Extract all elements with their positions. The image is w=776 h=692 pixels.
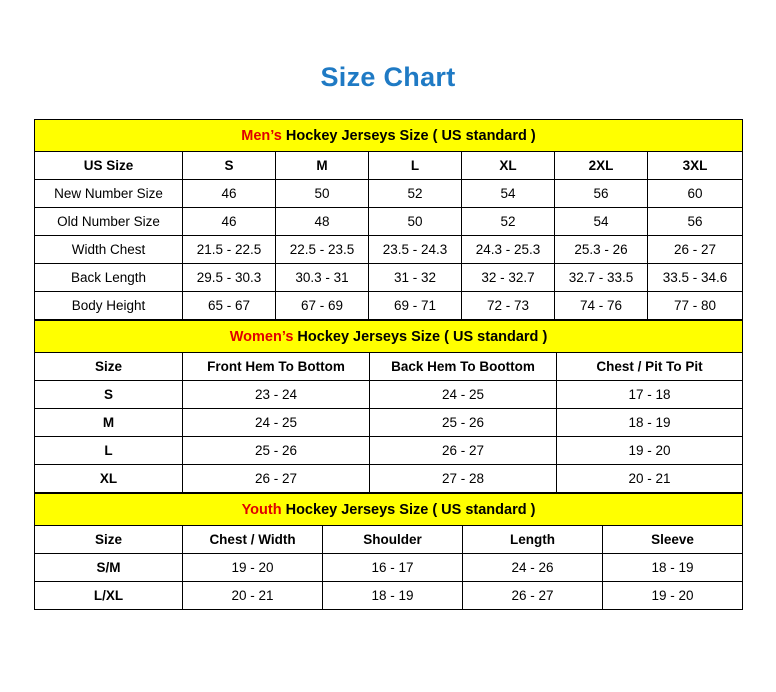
- mens-cell: 32 - 32.7: [462, 264, 555, 292]
- table-row: [35, 582, 743, 610]
- womens-cell: 24 - 25: [370, 381, 557, 409]
- mens-cell: 50: [369, 208, 462, 236]
- mens-header-cell: L: [369, 152, 462, 180]
- womens-cell: 27 - 28: [370, 465, 557, 493]
- table-row: [35, 208, 743, 236]
- mens-row-label: Body Height: [35, 292, 183, 320]
- mens-cell: 25.3 - 26: [555, 236, 648, 264]
- youth-cell: 18 - 19: [603, 554, 743, 582]
- youth-cell: 18 - 19: [323, 582, 463, 610]
- mens-cell: 46: [183, 208, 276, 236]
- mens-cell: 67 - 69: [276, 292, 369, 320]
- mens-cell: 46: [183, 180, 276, 208]
- youth-banner-row: [35, 494, 743, 526]
- womens-cell: 18 - 19: [557, 409, 743, 437]
- mens-banner-row: [35, 120, 743, 152]
- mens-cell: 60: [648, 180, 743, 208]
- mens-banner-rest: Hockey Jerseys Size ( US standard ): [281, 127, 536, 144]
- mens-cell: 21.5 - 22.5: [183, 236, 276, 264]
- womens-size-table: [34, 320, 743, 493]
- mens-cell: 56: [555, 180, 648, 208]
- womens-banner-row: [35, 321, 743, 353]
- mens-header-cell: 3XL: [648, 152, 743, 180]
- youth-size-table: [34, 493, 743, 610]
- youth-row-label: S/M: [35, 554, 183, 582]
- youth-header-cell: Size: [35, 526, 183, 554]
- mens-row-label: New Number Size: [35, 180, 183, 208]
- mens-row-label: Width Chest: [35, 236, 183, 264]
- womens-header-cell: Front Hem To Bottom: [183, 353, 370, 381]
- mens-header-cell: XL: [462, 152, 555, 180]
- womens-cell: 26 - 27: [370, 437, 557, 465]
- youth-cell: 19 - 20: [183, 554, 323, 582]
- table-row: [35, 152, 743, 180]
- mens-cell: 26 - 27: [648, 236, 743, 264]
- mens-cell: 77 - 80: [648, 292, 743, 320]
- womens-header-cell: Size: [35, 353, 183, 381]
- womens-row-label: M: [35, 409, 183, 437]
- mens-cell: 54: [555, 208, 648, 236]
- womens-cell: 25 - 26: [183, 437, 370, 465]
- mens-cell: 56: [648, 208, 743, 236]
- youth-banner-rest: Hockey Jerseys Size ( US standard ): [281, 501, 536, 518]
- table-row: [35, 264, 743, 292]
- mens-cell: 29.5 - 30.3: [183, 264, 276, 292]
- mens-header-cell: M: [276, 152, 369, 180]
- table-row: [35, 180, 743, 208]
- mens-cell: 52: [369, 180, 462, 208]
- youth-cell: 19 - 20: [603, 582, 743, 610]
- table-row: [35, 381, 743, 409]
- mens-cell: 69 - 71: [369, 292, 462, 320]
- youth-header-cell: Sleeve: [603, 526, 743, 554]
- youth-header-cell: Chest / Width: [183, 526, 323, 554]
- mens-cell: 72 - 73: [462, 292, 555, 320]
- mens-cell: 30.3 - 31: [276, 264, 369, 292]
- mens-cell: 54: [462, 180, 555, 208]
- womens-cell: 20 - 21: [557, 465, 743, 493]
- youth-cell: 16 - 17: [323, 554, 463, 582]
- womens-cell: 19 - 20: [557, 437, 743, 465]
- mens-cell: 74 - 76: [555, 292, 648, 320]
- womens-header-cell: Back Hem To Boottom: [370, 353, 557, 381]
- womens-row-label: XL: [35, 465, 183, 493]
- youth-cell: 24 - 26: [463, 554, 603, 582]
- womens-cell: 17 - 18: [557, 381, 743, 409]
- table-row: [35, 236, 743, 264]
- youth-header-cell: Length: [463, 526, 603, 554]
- womens-row-label: S: [35, 381, 183, 409]
- youth-cell: 26 - 27: [463, 582, 603, 610]
- mens-header-cell: US Size: [35, 152, 183, 180]
- page-title: Size Chart: [320, 62, 456, 92]
- mens-cell: 23.5 - 24.3: [369, 236, 462, 264]
- mens-header-cell: 2XL: [555, 152, 648, 180]
- mens-cell: 50: [276, 180, 369, 208]
- womens-row-label: L: [35, 437, 183, 465]
- mens-cell: 52: [462, 208, 555, 236]
- mens-cell: 65 - 67: [183, 292, 276, 320]
- youth-row-label: L/XL: [35, 582, 183, 610]
- womens-cell: 25 - 26: [370, 409, 557, 437]
- table-row: [35, 409, 743, 437]
- womens-banner: [35, 321, 743, 353]
- mens-banner-accent: Men’s: [241, 127, 282, 144]
- table-row: [35, 526, 743, 554]
- womens-cell: 24 - 25: [183, 409, 370, 437]
- womens-cell: 26 - 27: [183, 465, 370, 493]
- youth-cell: 20 - 21: [183, 582, 323, 610]
- womens-banner-accent: Women’s: [229, 328, 294, 345]
- mens-cell: 48: [276, 208, 369, 236]
- size-tables-container: [0, 93, 776, 610]
- mens-row-label: Back Length: [35, 264, 183, 292]
- table-row: [35, 292, 743, 320]
- mens-cell: 22.5 - 23.5: [276, 236, 369, 264]
- table-row: [35, 437, 743, 465]
- mens-size-table: [34, 119, 743, 320]
- mens-cell: 31 - 32: [369, 264, 462, 292]
- mens-header-cell: S: [183, 152, 276, 180]
- mens-cell: 33.5 - 34.6: [648, 264, 743, 292]
- youth-banner-accent: Youth: [241, 501, 282, 518]
- womens-header-cell: Chest / Pit To Pit: [557, 353, 743, 381]
- mens-cell: 24.3 - 25.3: [462, 236, 555, 264]
- youth-header-cell: Shoulder: [323, 526, 463, 554]
- table-row: [35, 554, 743, 582]
- youth-banner: [35, 494, 743, 526]
- womens-banner-rest: Hockey Jerseys Size ( US standard ): [293, 328, 548, 345]
- table-row: [35, 353, 743, 381]
- womens-cell: 23 - 24: [183, 381, 370, 409]
- mens-cell: 32.7 - 33.5: [555, 264, 648, 292]
- mens-banner: [35, 120, 743, 152]
- mens-row-label: Old Number Size: [35, 208, 183, 236]
- table-row: [35, 465, 743, 493]
